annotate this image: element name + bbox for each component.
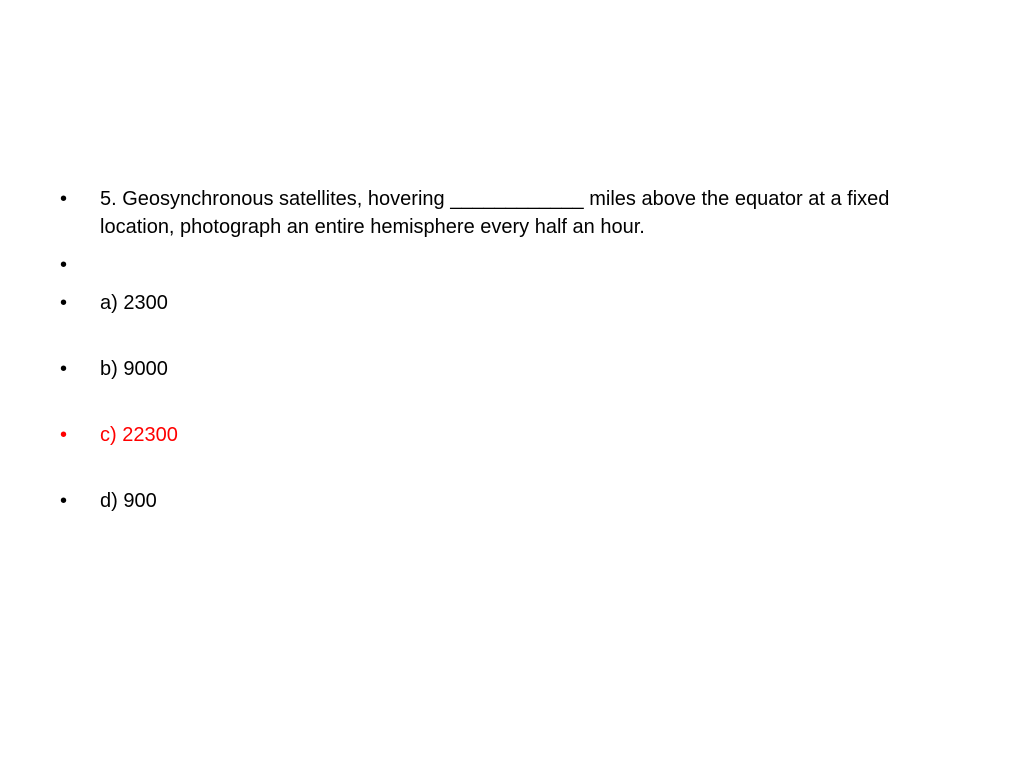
- option-c-correct: [60, 421, 960, 449]
- option-d-text: d) 900: [100, 490, 157, 512]
- bullet-dot: •: [60, 254, 68, 276]
- bullet-dot: •: [60, 424, 68, 446]
- bullet-list: [60, 185, 960, 553]
- bullet-dot: •: [60, 358, 68, 380]
- option-c-text: c) 22300: [100, 424, 178, 446]
- question-item: [60, 185, 960, 241]
- option-d: [60, 487, 960, 515]
- option-b-text: b) 9000: [100, 358, 168, 380]
- option-b: [60, 355, 960, 383]
- bullet-dot: •: [60, 188, 68, 210]
- empty-bullet-item: [60, 251, 960, 279]
- option-a: [60, 289, 960, 317]
- bullet-dot: •: [60, 292, 68, 314]
- option-a-text: a) 2300: [100, 292, 168, 314]
- bullet-dot: •: [60, 490, 68, 512]
- question-text: 5. Geosynchronous satellites, hovering ____________ miles above the equator at a fixed location, photograph an entire hemisphere every half an hour.: [100, 188, 890, 238]
